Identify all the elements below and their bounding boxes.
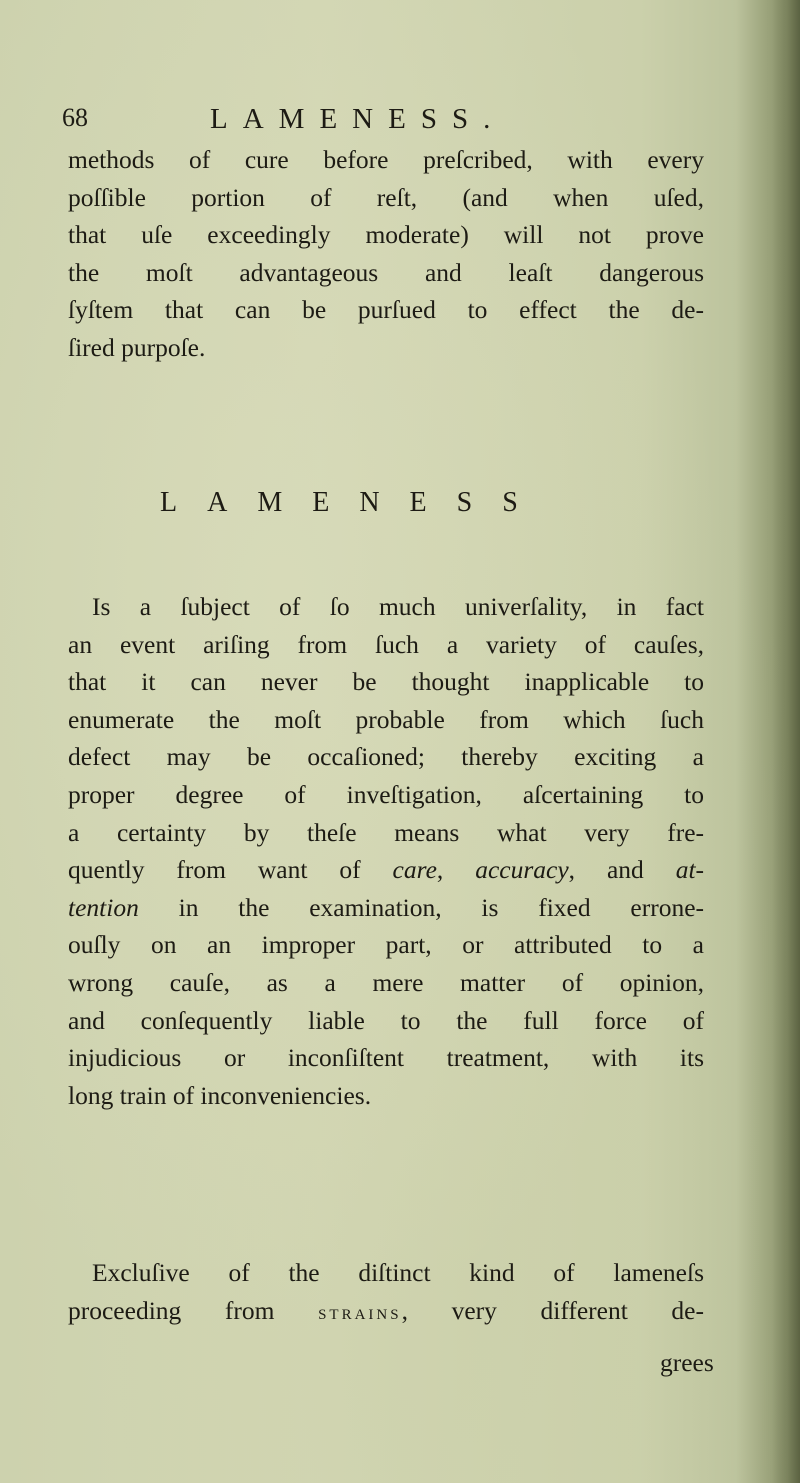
text-run: in the examination, is fixed errone- — [138, 892, 704, 922]
text-line: an event ariſing from ſuch a variety of cauſes, — [68, 629, 704, 659]
text-run: , very different de- — [401, 1295, 704, 1325]
text-line: methods of cure before preſcribed, with every — [68, 145, 704, 174]
text-line: long train of inconveniencies. — [68, 1080, 372, 1110]
italic-word: at- — [675, 855, 705, 885]
text-line: proper degree of inveſtigation, aſcertaining to — [68, 779, 704, 809]
text-line-with-italics — [68, 851, 704, 889]
catchword: grees — [660, 1348, 714, 1377]
text-line: enumerate the moſt probable from which ſuch — [68, 704, 704, 734]
text-line-with-small-caps — [68, 1292, 704, 1331]
text-run: , and — [568, 855, 676, 885]
text-line: defect may be occaſioned; thereby exciting a — [68, 742, 704, 772]
text-run: , — [436, 855, 476, 885]
small-caps-word: strains — [318, 1298, 402, 1324]
text-line: wrong cauſe, as a mere matter of opinion, — [68, 967, 704, 997]
text-line: that uſe exceedingly moderate) will not prove — [68, 220, 704, 250]
section-heading: LAMENESS — [160, 487, 548, 518]
text-line: ouſly on an improper part, or attributed to a — [68, 930, 704, 960]
text-line: Excluſive of the diſtinct kind of lameneſs — [92, 1258, 704, 1287]
text-line: poſſible portion of reſt, (and when uſed, — [68, 182, 704, 212]
text-run: proceeding from — [68, 1295, 319, 1325]
italic-word: care — [392, 855, 437, 885]
text-line: Is a ſubject of ſo much univerſality, in fact — [92, 592, 704, 621]
text-line-with-italics — [68, 889, 704, 927]
italic-word: accuracy — [475, 855, 569, 885]
text-line: ſyſtem that can be purſued to effect the de- — [68, 295, 704, 325]
binding-shadow — [772, 0, 800, 1483]
opening-paragraph — [68, 141, 704, 367]
section-paragraph-1 — [68, 588, 704, 1114]
text-line: a certainty by theſe means what very fre- — [68, 817, 704, 847]
page-number: 68 — [62, 103, 88, 132]
text-run: quently from want of — [68, 855, 393, 885]
text-line: injudicious or inconſiſtent treatment, with its — [68, 1043, 704, 1073]
running-title: LAMENESS. — [210, 103, 506, 135]
text-line: that it can never be thought inapplicable to — [68, 667, 704, 697]
running-head — [62, 103, 622, 143]
text-line: ſired purpoſe. — [68, 332, 206, 362]
italic-word: tention — [68, 892, 139, 922]
text-line: the moſt advantageous and leaſt dangerous — [68, 257, 704, 287]
section-paragraph-2 — [68, 1254, 704, 1330]
text-line: and conſequently liable to the full force of — [68, 1005, 704, 1035]
